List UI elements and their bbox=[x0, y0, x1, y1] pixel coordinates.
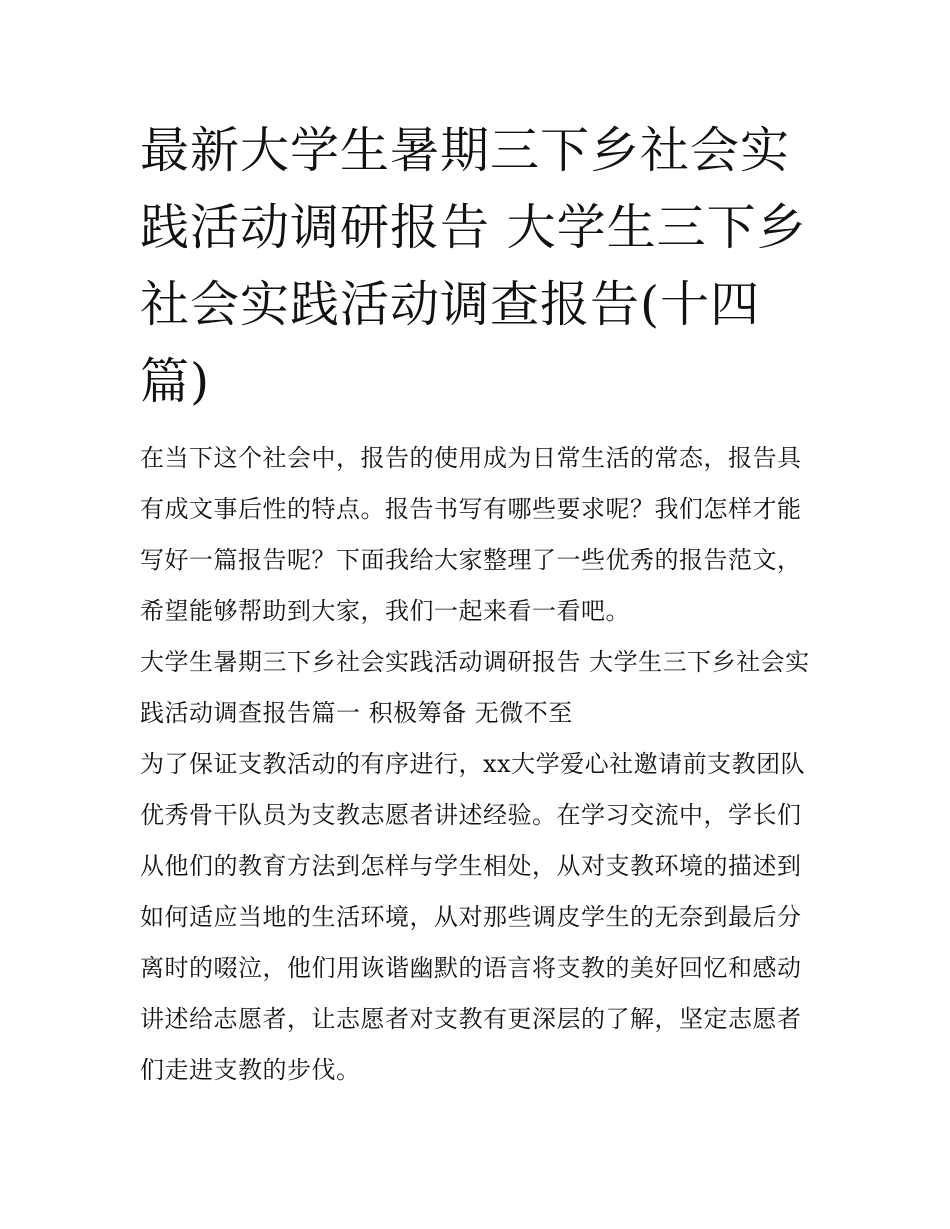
document-title: 最新大学生暑期三下乡社会实践活动调研报告 大学生三下乡社会实践活动调查报告(十四篇) bbox=[140, 122, 807, 410]
section-heading: 大学生暑期三下乡社会实践活动调研报告 大学生三下乡社会实践活动调查报告篇一 积极筹备 无微不至 bbox=[140, 648, 810, 727]
body-paragraph: 为了保证支教活动的有序进行，xx大学爱心社邀请前支教团队优秀骨干队员为支教志愿者讲述经验。在学习交流中，学长们从他们的教育方法到怎样与学生相处，从对支教环境的描述到如何适应当地的生活环境，从对那些调皮学生的无奈到最后分离时的啜泣，他们用诙谐幽默的语言将支教的美好回忆和感动讲述给志愿者，让志愿者对支教有更深层的了解，坚定志愿者们走进支教的步伐。 bbox=[140, 750, 806, 1084]
intro-paragraph: 在当下这个社会中，报告的使用成为日常生活的常态，报告具有成文事后性的特点。报告书写有哪些要求呢？我们怎样才能写好一篇报告呢？下面我给大家整理了一些优秀的报告范文，希望能够帮助到大家，我们一起来看一看吧。 bbox=[140, 444, 802, 625]
document-content bbox=[140, 112, 815, 1096]
